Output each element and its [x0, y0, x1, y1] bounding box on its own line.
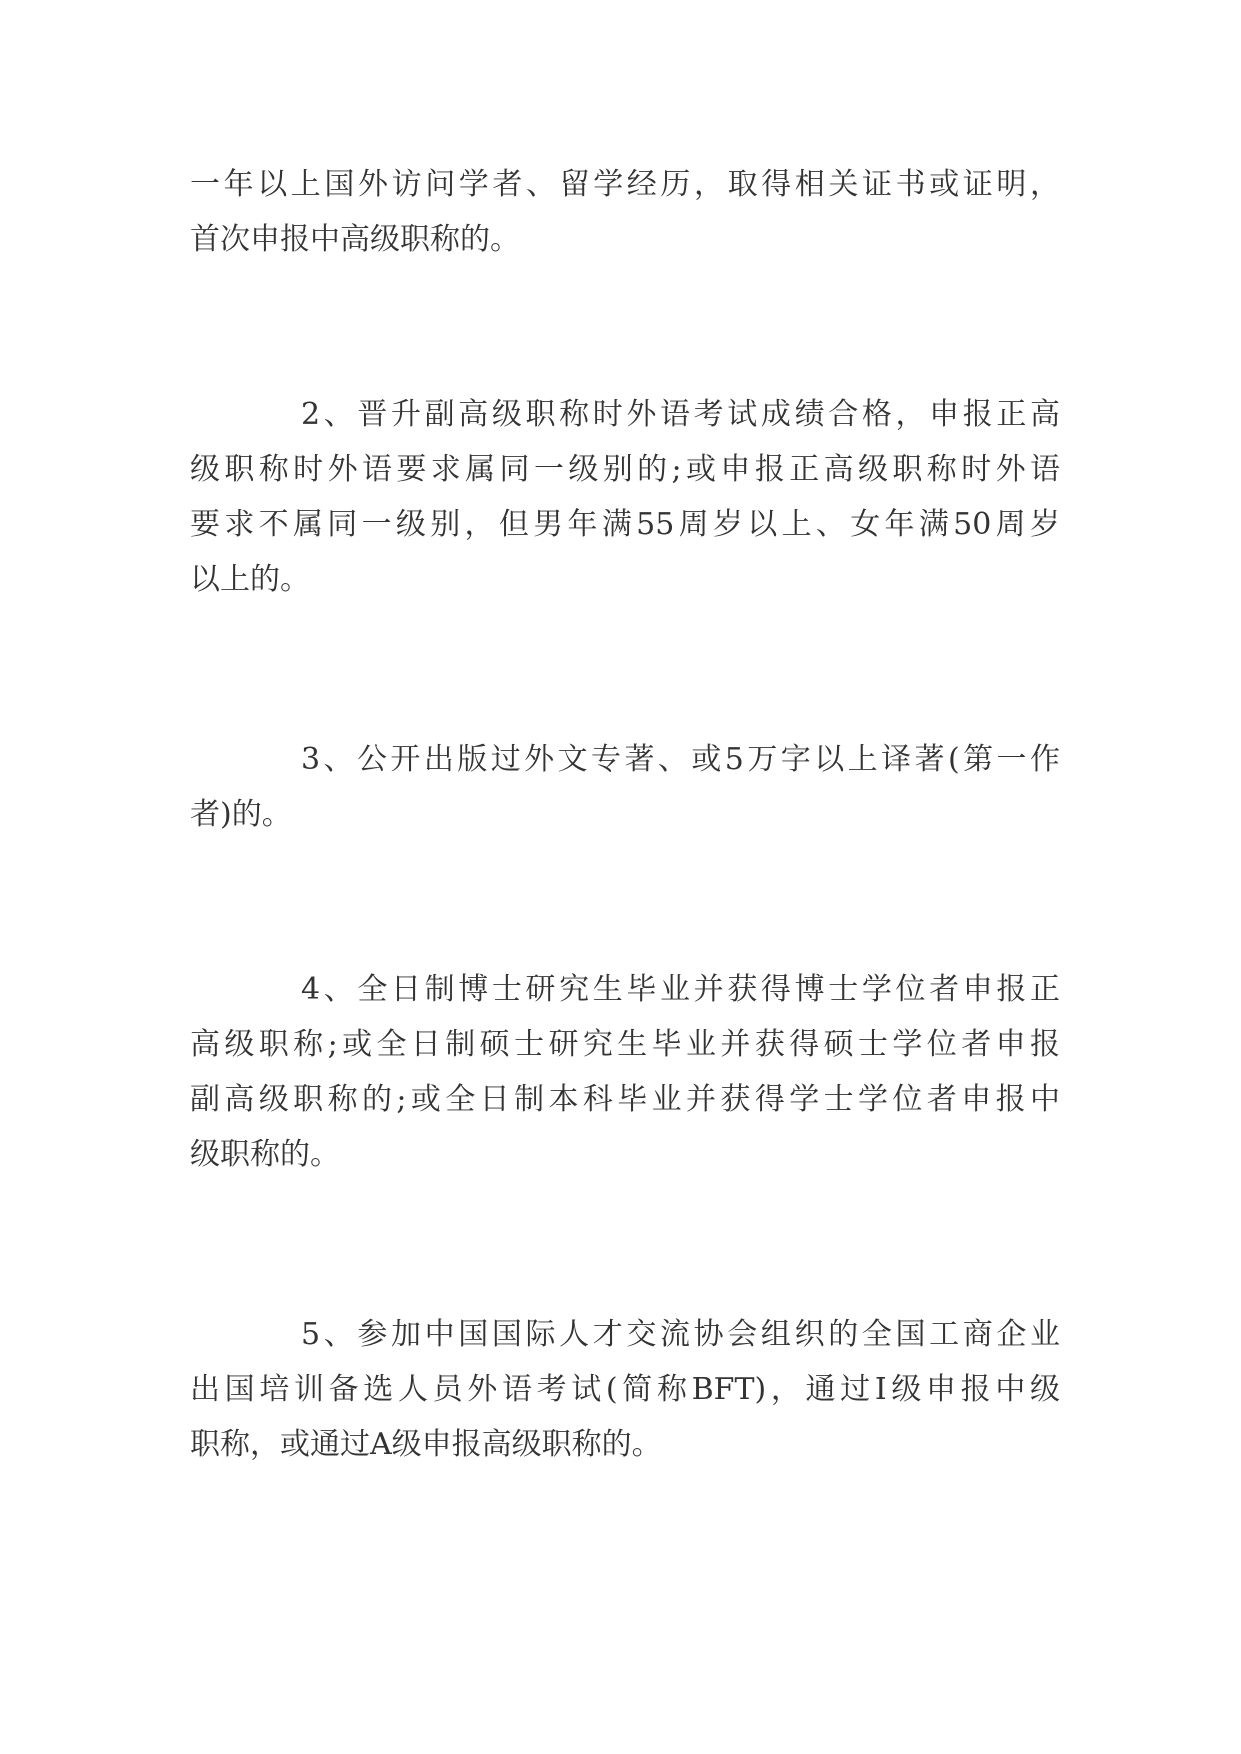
paragraph-line: 以上的。	[190, 562, 310, 597]
paragraph-line: 要求不属同一级别，但男年满55周岁以上、女年满50周岁	[190, 507, 1060, 542]
paragraph-line: 副高级职称的;或全日制本科毕业并获得学士学位者申报中	[190, 1082, 1060, 1117]
paragraph-line: 高级职称;或全日制硕士研究生毕业并获得硕士学位者申报	[190, 1027, 1060, 1062]
paragraph-line: 一年以上国外访问学者、留学经历，取得相关证书或证明，	[190, 167, 1060, 202]
paragraph-line: 者)的。	[190, 797, 292, 832]
paragraph-line: 4、全日制博士研究生毕业并获得博士学位者申报正	[301, 972, 1060, 1007]
paragraph-line: 级职称时外语要求属同一级别的;或申报正高级职称时外语	[190, 452, 1060, 487]
paragraph-line: 职称，或通过A级申报高级职称的。	[190, 1427, 662, 1462]
paragraph-line: 3、公开出版过外文专著、或5万字以上译著(第一作	[301, 742, 1060, 777]
paragraph-line: 首次申报中高级职称的。	[190, 222, 520, 257]
paragraph-line: 级职称的。	[190, 1137, 340, 1172]
paragraph-line: 出国培训备选人员外语考试(简称BFT)，通过I级申报中级	[190, 1372, 1060, 1407]
paragraph-line: 5、参加中国国际人才交流协会组织的全国工商企业	[301, 1317, 1060, 1352]
paragraph-line: 2、晋升副高级职称时外语考试成绩合格，申报正高	[301, 397, 1060, 432]
